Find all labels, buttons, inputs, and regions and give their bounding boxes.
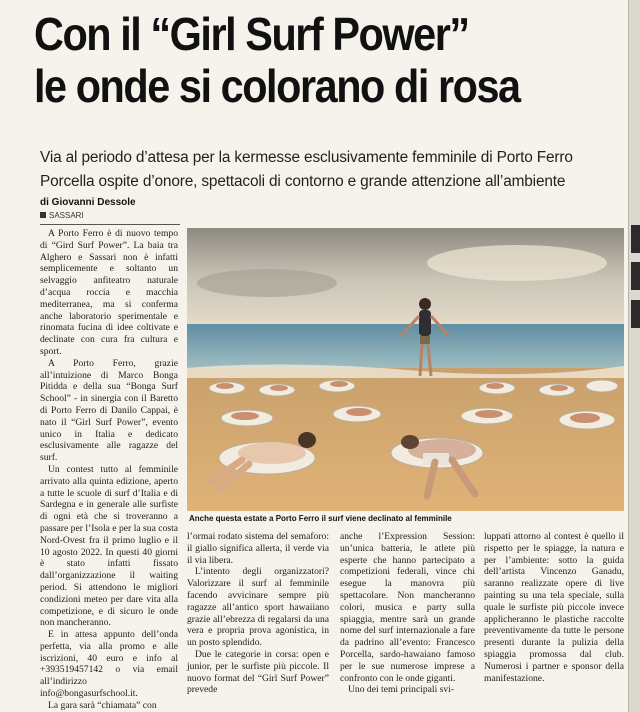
headline-line-2: le onde si colorano di rosa [34,60,520,112]
paragraph: Due le categorie in corsa: open e junior, per le surfiste più piccole. Il nuovo format del “Girl Surf Power” prevede [187,648,329,696]
beach-yoga-illustration [187,228,624,511]
paragraph: Uno dei temi principali svi- [348,684,455,696]
subheadline-line-2: Porcella ospite d’onore, spettacoli di contorno e grande attenzione all’ambiente [40,173,566,190]
beach-photo [187,228,624,511]
headline-line-1: Con il “Girl Surf Power” [34,8,469,60]
article-column-2 [187,531,329,696]
paragraph: l’ormai rodato sistema del semaforo: il giallo significa allerta, il verde via il via libera. [187,531,329,566]
paragraph: La gara sarà “chiamata” con [48,699,157,711]
square-bullet-icon [40,212,46,218]
article-column-1 [40,228,178,712]
paragraph: anche l’Expression Session: un’unica batteria, le atlete più esperte che hanno partecipato a competizioni federali, vince chi esegue la manovra più spettacolare. Non mancheranno colori, musica e party sulla spiaggia, mentre sarà un grande nome del surf internazionale a fare da padrino all’evento: Francesco Porcella, sardo-hawaiano famoso per le sue numerose imprese a confronto con le onde giganti. [340,531,475,684]
paragraph: luppati attorno al contest è quello il rispetto per le spiagge, la natura e per l’ambiente: sotto la guida dell’artista Vincenzo Ganadu, saranno realizzate opere di live painting su una tela speciale, sulla quale le surfiste più piccole invece applicheranno le plastiche raccolte preventivamente da tutte le persone presenti durante la pulizia della spiaggia promossa dal club. Numerosi i partner e sponsor della manifestazione. [484,531,624,684]
adjacent-page-edge [628,0,640,712]
photo-caption: Anche questa estate a Porto Ferro il surf viene declinato al femminile [189,514,452,523]
paragraph: L’intento degli organizzatori? Valorizzare il surf al femminile facendo avvicinare sempre più ragazze all’antico sport hawaiiano grazie all’ebrezza di regalarsi da una vera e propria prova agonistica, in un posto splendido. [187,566,329,649]
subheadline [40,146,626,194]
byline: di Giovanni Dessole [40,197,136,208]
byline-rule [40,224,180,225]
dateline [40,211,84,220]
paragraph: E in attesa appunto dell’onda perfetta, via alla promo e alle iscrizioni, 40 euro e info al +393519457142 o via email all’indirizzo info@bongasurfschool.it. [40,629,178,700]
paragraph: A Porto Ferro è di nuovo tempo di “Gird Surf Power”. La baia tra Alghero e Sassari non è infatti semplicemente e soltanto un selvaggio anfiteatro naturale d’acqua roccia e macchia mediterranea, ma si conferma anche laboratorio sperimentale e rinomata fucina di idee coltivate e declinate con cura fra cultura e sport. [40,228,178,357]
article-column-4 [484,531,624,684]
edge-mark [631,262,640,290]
paragraph: A Porto Ferro, grazie all’intuizione di Marco Bonga Pitidda e della sua “Bonga Surf School” - in sinergia con il Baretto di Porto Ferro di Danilo Cappai, è nato il “Girl Surf Power”, evento unico in Italia e dedicato esclusivamente alle ragazze del surf. [40,357,178,464]
edge-mark [631,300,640,328]
dateline-city: SASSARI [49,211,84,220]
headline [34,8,565,112]
paragraph: Un contest tutto al femminile arrivato alla quinta edizione, aperto a tutte le scuole di surf d’Italia e di Sardegna e in generale alle surfiste di ogni età che si troveranno a passare per l’Isola e per la sua costa Nord-Ovest fra il primo luglio e il 10 agosto 2022. In questi 40 giorni è stato infatti fissato dall’organizzazione il waiting period. Si attendono le migliori condizioni meteo per dare vita alla competizione, e di sicuro le onde non mancheranno. [40,463,178,629]
article-column-3 [340,531,475,696]
edge-mark [631,225,640,253]
subheadline-line-1: Via al periodo d’attesa per la kermesse esclusivamente femminile di Porto Ferro [40,149,573,166]
